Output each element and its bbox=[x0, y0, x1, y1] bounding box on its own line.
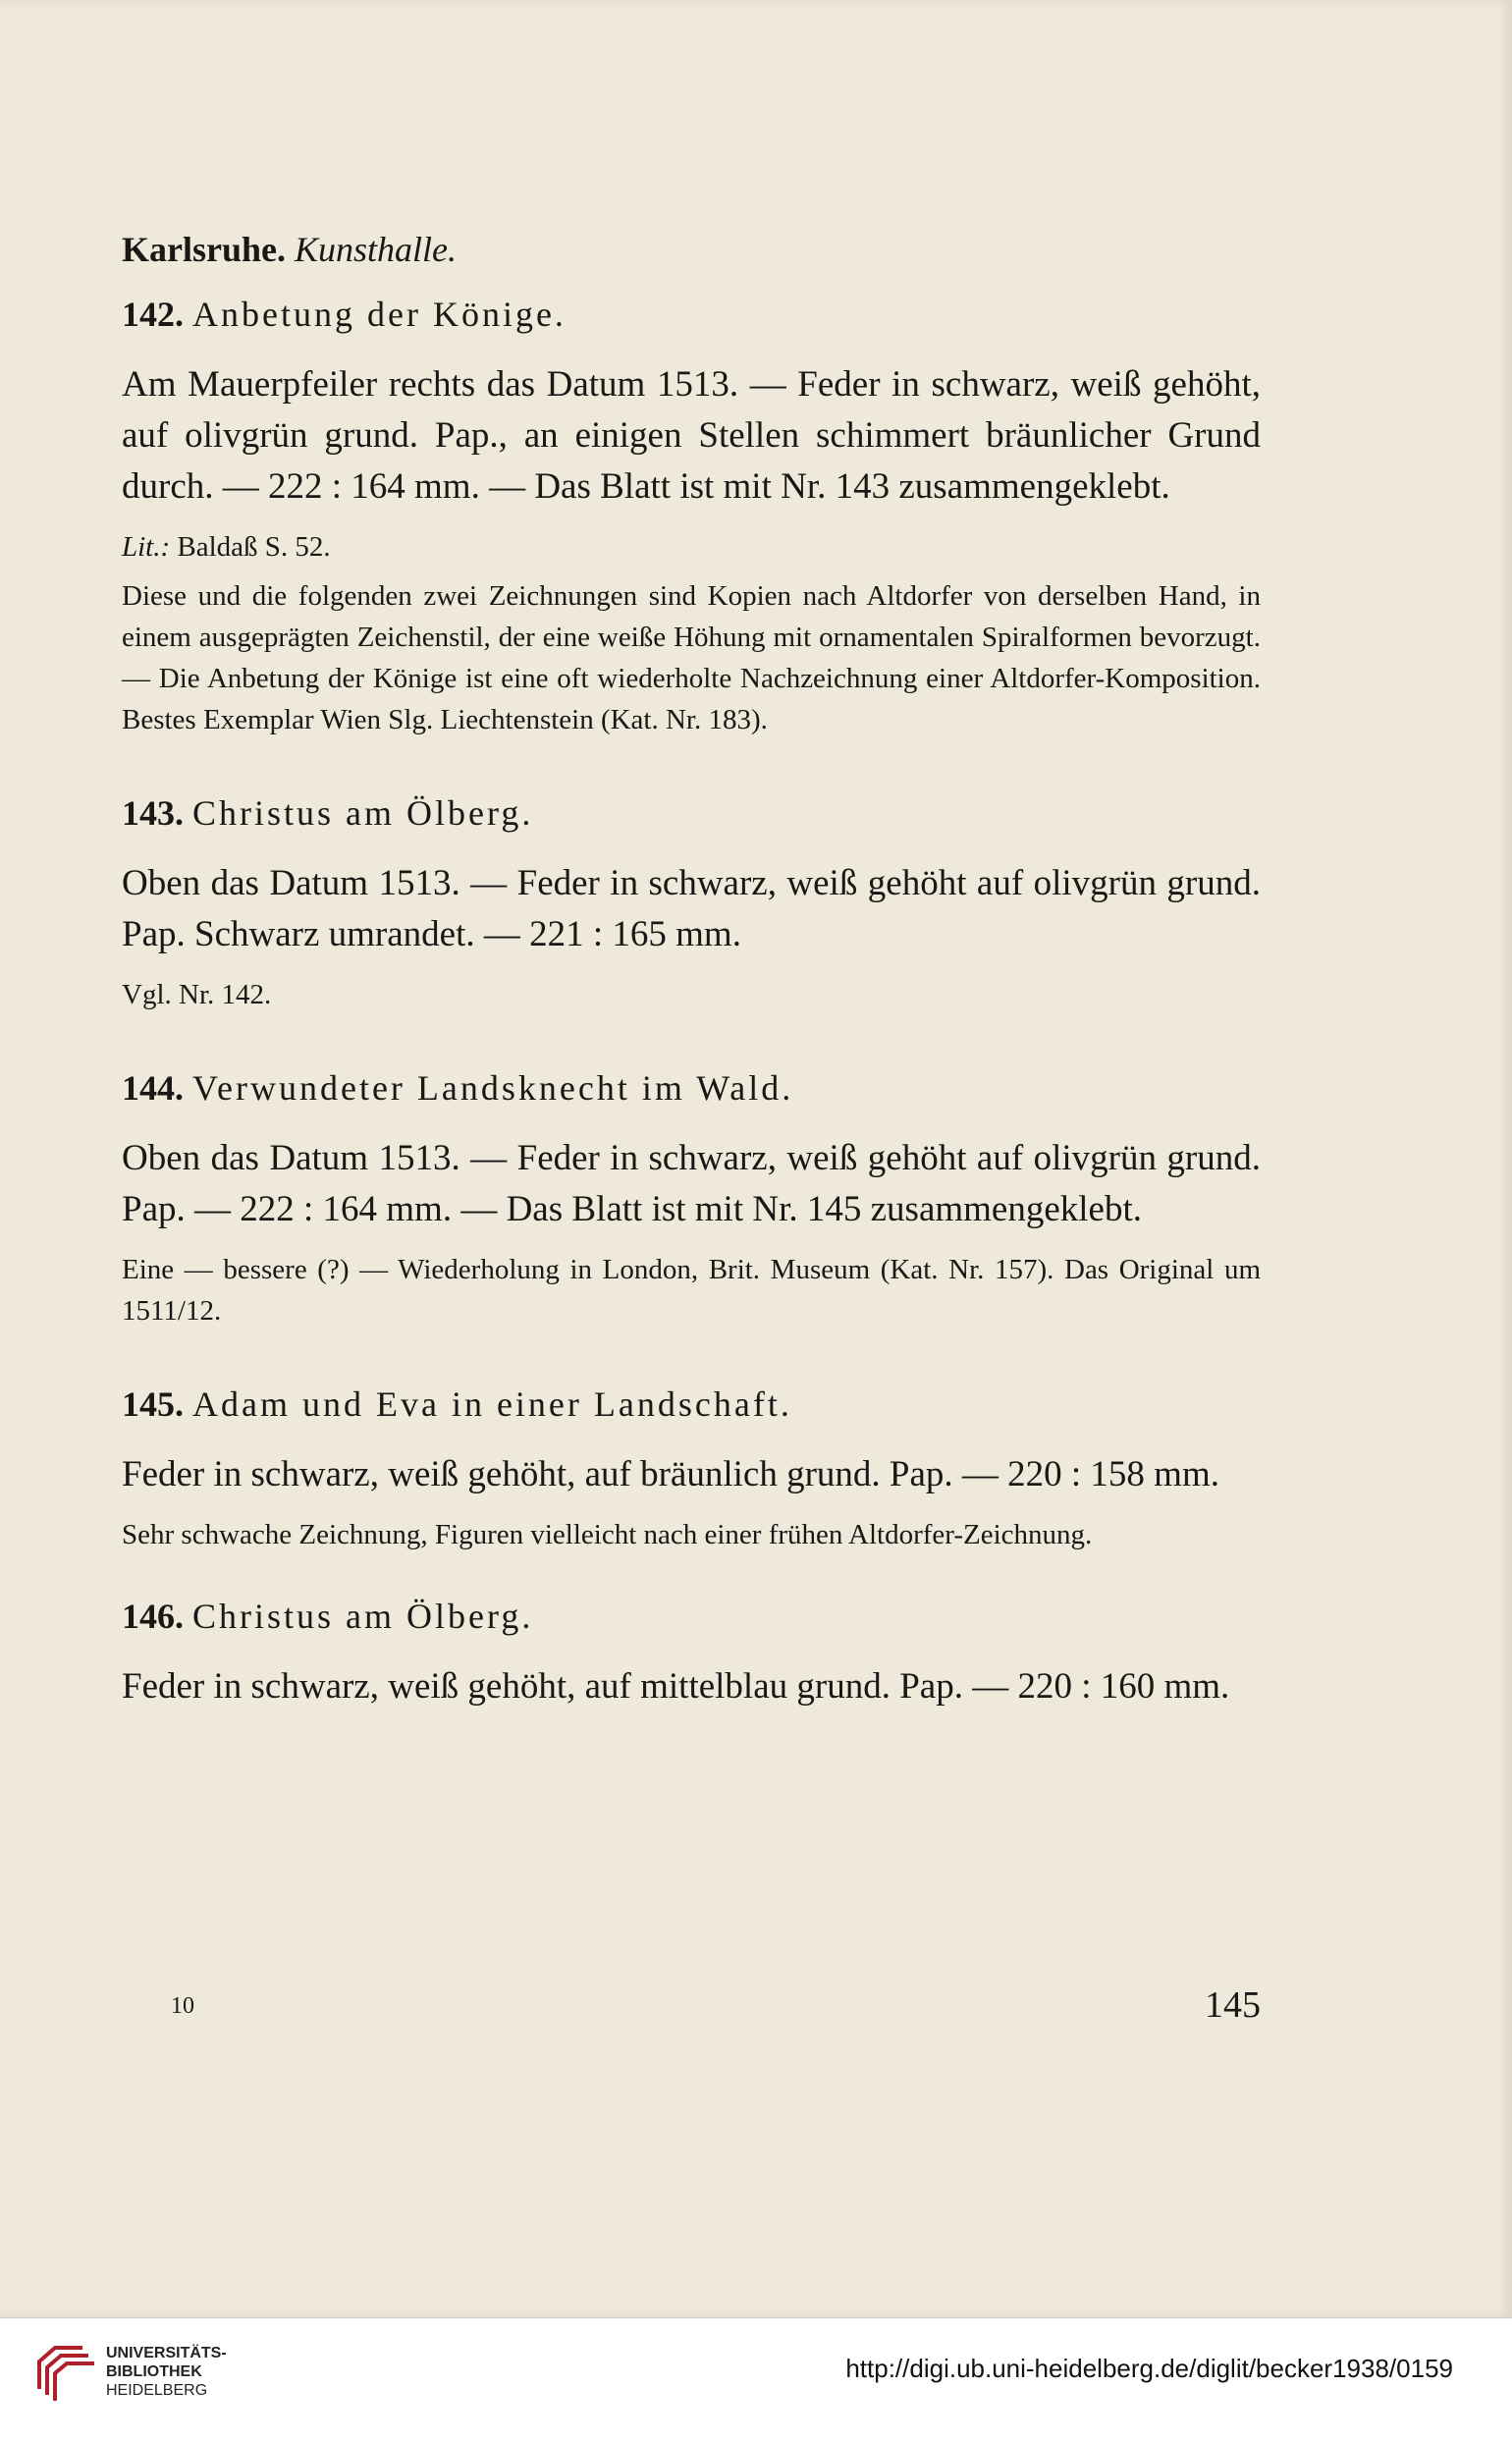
entry-title: Verwundeter Landsknecht im Wald. bbox=[192, 1068, 794, 1108]
entry-title: Christus am Ölberg. bbox=[192, 1597, 534, 1636]
entry-note: Sehr schwache Zeichnung, Figuren vielleicht nach einer frühen Altdorfer-Zeichnung. bbox=[122, 1519, 1093, 1550]
entry-number: 143. bbox=[122, 793, 184, 833]
entry-heading bbox=[122, 1381, 1261, 1428]
library-name-line: HEIDELBERG bbox=[106, 2382, 208, 2399]
literature-reference bbox=[122, 526, 1261, 568]
entry-number: 146. bbox=[122, 1597, 184, 1636]
entry-description: Oben das Datum 1513. — Feder in schwarz, weiß gehöht auf olivgrün grund. Pap. — 222 : 164 mm. — Das Blatt ist mit Nr. 145 zusammengeklebt. bbox=[122, 1138, 1261, 1229]
library-name-line: UNIVERSITÄTS- bbox=[106, 2345, 227, 2361]
entry-note: Diese und die folgenden zwei Zeichnungen sind Kopien nach Altdorfer von derselben Hand, in einem ausgeprägten Zeichenstil, der eine weiße Höhung mit ornamentalen Spiralformen bevorzugt. — Die Anbetung der Könige ist eine oft wiederholte Nachzeichnung einer Altdorfer-Komposition. Bestes Exemplar Wien Slg. Liechtenstein (Kat. Nr. 183). bbox=[122, 580, 1261, 735]
entry-note: Eine — bessere (?) — Wiederholung in London, Brit. Museum (Kat. Nr. 157). Das Original um 1511/12. bbox=[122, 1254, 1261, 1327]
entry-number: 145. bbox=[122, 1384, 184, 1424]
lit-label: Lit.: bbox=[122, 531, 171, 563]
entry-title: Christus am Ölberg. bbox=[192, 793, 534, 833]
entry-description: Am Mauerpfeiler rechts das Datum 1513. — Feder in schwarz, weiß gehöht, auf olivgrün grund. Pap., an einigen Stellen schimmert bräunlicher Grund durch. — 222 : 164 mm. — Das Blatt ist mit Nr. 143 zusammengeklebt. bbox=[122, 364, 1261, 507]
entry-heading bbox=[122, 789, 1261, 837]
permalink-url[interactable]: http://digi.ub.uni-heidelberg.de/diglit/becker1938/0159 bbox=[845, 2354, 1453, 2383]
library-logo-icon bbox=[33, 2340, 96, 2403]
entry-heading bbox=[122, 1064, 1261, 1112]
entry-description: Feder in schwarz, weiß gehöht, auf mittelblau grund. Pap. — 220 : 160 mm. bbox=[122, 1666, 1230, 1707]
entry-title: Adam und Eva in einer Landschaft. bbox=[192, 1384, 792, 1424]
page-number: 145 bbox=[1205, 1984, 1261, 2026]
page-content bbox=[122, 226, 1261, 1726]
entry-description: Feder in schwarz, weiß gehöht, auf bräunlich grund. Pap. — 220 : 158 mm. bbox=[122, 1454, 1219, 1494]
entry-heading bbox=[122, 291, 1261, 338]
entry-note: Vgl. Nr. 142. bbox=[122, 979, 272, 1010]
entry-heading bbox=[122, 1593, 1261, 1640]
signature-mark: 10 bbox=[171, 1993, 194, 2019]
entry-title: Anbetung der Könige. bbox=[192, 295, 567, 334]
location-collection: Kunsthalle. bbox=[295, 230, 458, 269]
entry-description: Oben das Datum 1513. — Feder in schwarz, weiß gehöht auf olivgrün grund. Pap. Schwarz umrandet. — 221 : 165 mm. bbox=[122, 863, 1261, 954]
viewer-footer bbox=[0, 2317, 1512, 2442]
library-name-line: BIBLIOTHEK bbox=[106, 2363, 202, 2380]
location-heading bbox=[122, 226, 1261, 273]
location-city: Karlsruhe. bbox=[122, 230, 286, 269]
library-name bbox=[106, 2344, 227, 2400]
entry-number: 144. bbox=[122, 1068, 184, 1108]
entry-number: 142. bbox=[122, 295, 184, 334]
lit-text: Baldaß S. 52. bbox=[170, 531, 331, 563]
